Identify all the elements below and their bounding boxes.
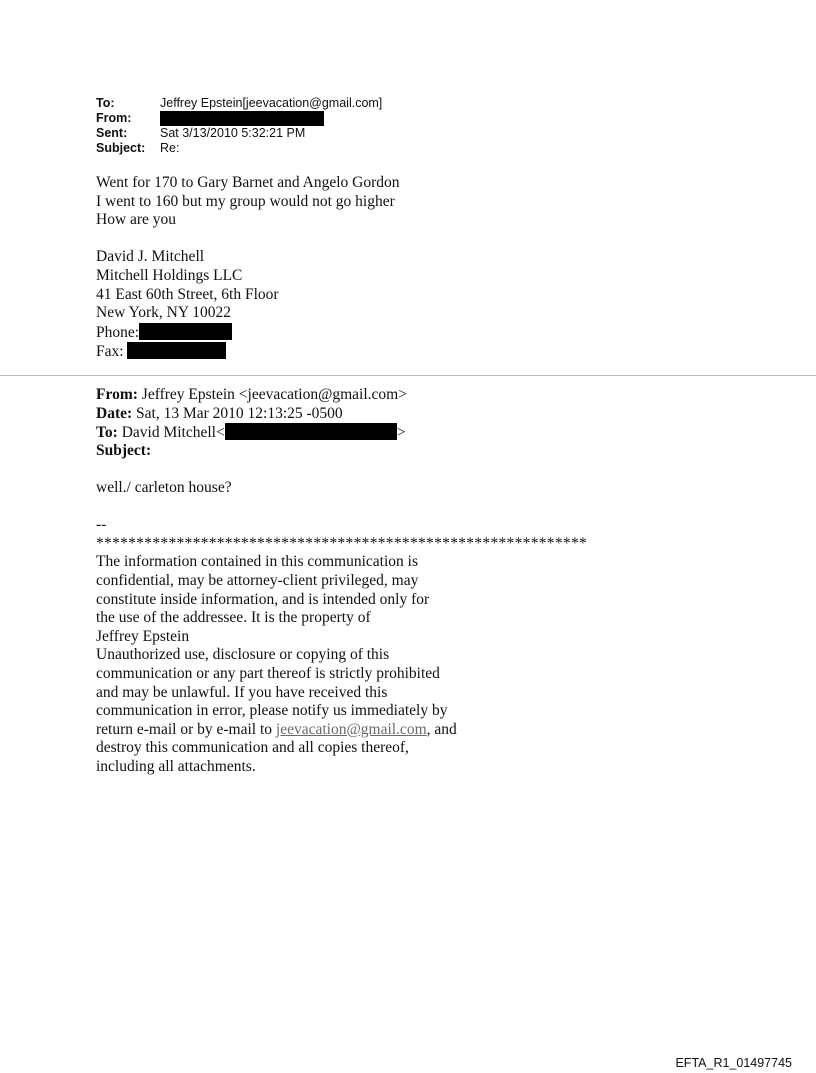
email-header [96, 96, 382, 156]
quoted-from-row [96, 386, 587, 405]
message-line: I went to 160 but my group would not go higher [96, 192, 395, 210]
disclaimer-return-line [96, 721, 587, 740]
quoted-subject-row [96, 442, 587, 461]
disclaimer-line: constitute inside information, and is intended only for [96, 590, 430, 608]
fax-label: Fax: [96, 343, 124, 361]
disclaimer-line: including all attachments. [96, 757, 256, 775]
quoted-from-label: From: [96, 386, 138, 403]
to-row [96, 96, 382, 111]
from-label: From: [96, 111, 132, 125]
subject-row [96, 141, 382, 156]
signature-fax [96, 342, 400, 362]
signature-city: New York, NY 10022 [96, 304, 232, 322]
quoted-from-value: Jeffrey Epstein <jeevacation@gmail.com> [141, 386, 407, 403]
quoted-body: well./ carleton house? [96, 478, 232, 496]
redaction-box [225, 423, 397, 440]
disclaimer-line: communication in error, please notify us immediately by [96, 702, 448, 720]
disclaimer-line: communication or any part thereof is strictly prohibited [96, 664, 440, 682]
sent-value: Sat 3/13/2010 5:32:21 PM [160, 126, 306, 140]
disclaimer-line: Unauthorized use, disclosure or copying of this [96, 646, 390, 664]
disclaimer-line: The information contained in this communication is [96, 553, 418, 571]
sent-label: Sent: [96, 126, 128, 140]
redaction-box [160, 111, 324, 126]
subject-label: Subject: [96, 141, 146, 155]
email-link[interactable]: jeevacation@gmail.com [275, 720, 427, 738]
spacer [96, 498, 587, 517]
quoted-to-value: David Mitchell< [121, 424, 225, 442]
signature-dashes: -- [96, 516, 107, 534]
signature-company: Mitchell Holdings LLC [96, 266, 243, 284]
from-row [96, 111, 382, 126]
return-prefix: return e-mail or by e-mail to [96, 720, 276, 738]
document-id: EFTA_R1_01497745 [675, 1056, 792, 1070]
redaction-box [139, 323, 232, 340]
to-value: Jeffrey Epstein[jeevacation@gmail.com] [160, 96, 383, 110]
disclaimer-line: destroy this communication and all copies thereof, [96, 739, 409, 757]
message-line: Went for 170 to Gary Barnet and Angelo Gordon [96, 174, 400, 191]
separator-stars: ************************************************************* [96, 534, 588, 552]
quoted-to-label: To: [96, 424, 118, 442]
quoted-date-value: Sat, 13 Mar 2010 12:13:25 -0500 [136, 404, 343, 422]
disclaimer-line: confidential, may be attorney-client privileged, may [96, 571, 419, 589]
quoted-subject-label: Subject: [96, 441, 152, 459]
quoted-to-close: > [396, 424, 406, 442]
quoted-message [96, 386, 587, 776]
quoted-date-label: Date: [96, 404, 133, 422]
subject-value: Re: [160, 141, 180, 155]
signature-name: David J. Mitchell [96, 248, 205, 266]
spacer [96, 460, 587, 479]
redaction-box [127, 342, 226, 359]
quoted-date-row [96, 405, 587, 424]
disclaimer-line: Jeffrey Epstein [96, 627, 190, 645]
disclaimer-line: and may be unlawful. If you have received this [96, 683, 388, 701]
return-suffix: , and [426, 720, 457, 738]
disclaimer-line: the use of the addressee. It is the property of [96, 609, 371, 627]
spacer [96, 230, 400, 249]
message-line: How are you [96, 211, 177, 229]
signature-phone [96, 323, 400, 343]
signature-street: 41 East 60th Street, 6th Floor [96, 285, 279, 303]
phone-label: Phone: [96, 323, 140, 341]
to-label: To: [96, 96, 115, 110]
divider [0, 375, 816, 376]
quoted-to-row [96, 423, 587, 442]
sent-row [96, 126, 382, 141]
message-body [96, 174, 400, 362]
